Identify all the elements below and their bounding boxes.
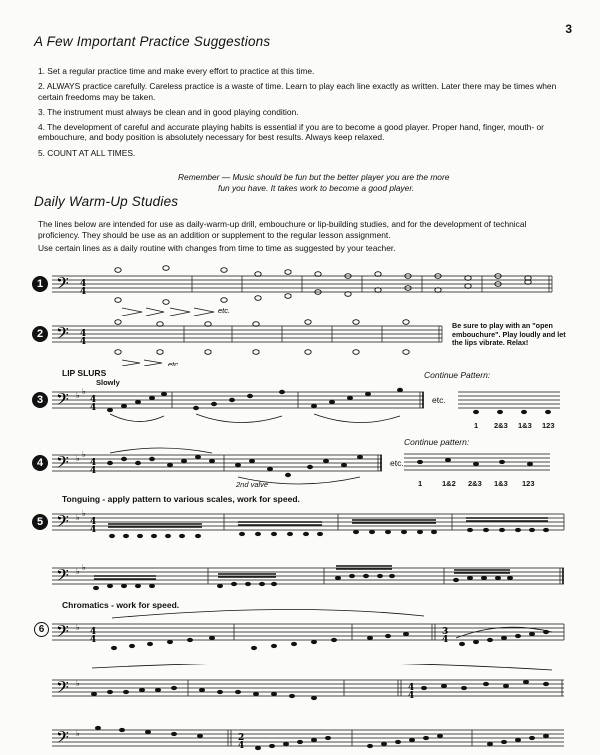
svg-text:4: 4 bbox=[238, 741, 245, 751]
svg-text:4: 4 bbox=[80, 329, 87, 339]
svg-text:4: 4 bbox=[90, 403, 97, 413]
fingering-label: 1&3 bbox=[518, 421, 532, 430]
section-title-practice: A Few Important Practice Suggestions bbox=[34, 34, 271, 49]
staff-exercise-6a bbox=[52, 608, 568, 660]
svg-text:4: 4 bbox=[80, 279, 87, 289]
svg-text:♭: ♭ bbox=[76, 567, 80, 576]
svg-text:𝄢: 𝄢 bbox=[56, 565, 69, 589]
svg-text:4: 4 bbox=[90, 517, 97, 527]
fingering-label: 123 bbox=[542, 421, 555, 430]
list-item: 1. Set a regular practice time and make every effort to practice at this time. bbox=[38, 66, 315, 76]
svg-text:♭: ♭ bbox=[76, 623, 80, 632]
section-title-warmup: Daily Warm-Up Studies bbox=[34, 194, 179, 209]
staff-exercise-5a bbox=[52, 502, 568, 550]
lip-slurs-label: LIP SLURS bbox=[62, 368, 107, 378]
tonguing-label: Tonguing - apply pattern to various scales, work for speed. bbox=[62, 494, 300, 504]
svg-text:𝄢: 𝄢 bbox=[56, 452, 69, 476]
fingering-label: 123 bbox=[522, 479, 535, 488]
staff-exercise-2 bbox=[52, 314, 447, 366]
staff-exercise-6b bbox=[52, 664, 568, 712]
fingering-label: 2&3 bbox=[468, 479, 482, 488]
staff-exercise-6c bbox=[52, 712, 568, 755]
svg-text:𝄢: 𝄢 bbox=[56, 273, 69, 297]
exercise-number-2: 2 bbox=[32, 326, 48, 342]
chromatics-label: Chromatics - work for speed. bbox=[62, 600, 180, 610]
svg-text:4: 4 bbox=[442, 635, 449, 645]
etc-marking-1: etc. bbox=[218, 306, 231, 315]
svg-text:4: 4 bbox=[90, 466, 97, 476]
list-item: 5. COUNT AT ALL TIMES. bbox=[38, 147, 136, 158]
etc-marking-4: etc. bbox=[390, 458, 404, 468]
exercise-number-6: 6 bbox=[34, 622, 49, 637]
fingering-label: 1&3 bbox=[494, 479, 508, 488]
svg-text:𝄢: 𝄢 bbox=[56, 323, 69, 347]
fingering-label: 1 bbox=[418, 479, 423, 488]
svg-text:4: 4 bbox=[90, 525, 97, 535]
exercise-number-1: 1 bbox=[32, 276, 48, 292]
svg-text:4: 4 bbox=[90, 395, 97, 405]
svg-text:4: 4 bbox=[90, 635, 97, 645]
svg-text:4: 4 bbox=[80, 287, 87, 297]
svg-text:♭: ♭ bbox=[82, 509, 86, 518]
remember-quote bbox=[178, 172, 478, 194]
svg-text:𝄢: 𝄢 bbox=[56, 511, 69, 535]
tempo-marking: Slowly bbox=[96, 378, 120, 387]
exercise-number-4: 4 bbox=[32, 455, 48, 471]
staff-exercise-4 bbox=[52, 443, 388, 493]
svg-text:4: 4 bbox=[408, 683, 415, 693]
continue-pattern-label-1: Continue Pattern: bbox=[424, 370, 491, 380]
svg-text:3: 3 bbox=[442, 627, 449, 637]
warmup-paragraph: The lines below are intended for use as daily-warm-up drill, embouchure or lip-building studies, and for the development of technical proficiency. They should be use as an addition or supplement to the regular lesson assignment. bbox=[38, 219, 527, 240]
pattern-staff-2 bbox=[404, 446, 554, 476]
list-item: 4. The development of careful and accurate playing habits is essential if you are to become a good player. Proper hand, finger, mouth- or embouchure, and body position is absolutely necessary for best results. Always keep relaxed. bbox=[38, 121, 544, 143]
svg-text:4: 4 bbox=[408, 691, 415, 701]
svg-text:𝄢: 𝄢 bbox=[56, 677, 69, 701]
svg-text:♭: ♭ bbox=[82, 563, 86, 572]
fingering-label: 1 bbox=[474, 421, 479, 430]
page-number: 3 bbox=[565, 22, 572, 36]
continue-pattern-label-2: Continue pattern: bbox=[404, 437, 470, 447]
svg-text:♭: ♭ bbox=[76, 513, 80, 522]
fingering-label: 2&3 bbox=[494, 421, 508, 430]
list-item: 3. The instrument must always be clean and in good playing condition. bbox=[38, 106, 299, 117]
exercise-number-3: 3 bbox=[32, 392, 48, 408]
svg-text:♭: ♭ bbox=[76, 729, 80, 738]
staff-exercise-3 bbox=[52, 380, 428, 432]
svg-text:♭: ♭ bbox=[76, 679, 80, 688]
remember-line-2: fun you have. It takes work to become a good player. bbox=[218, 183, 415, 193]
open-embouchure-note: Be sure to play with an "open embouchure". Play loudly and let the lips vibrate. Relax! bbox=[452, 321, 566, 348]
staff-exercise-5b bbox=[52, 556, 568, 600]
svg-text:4: 4 bbox=[90, 627, 97, 637]
remember-line-1: Remember — Music should be fun but the better player you are the more bbox=[178, 172, 450, 182]
svg-text:4: 4 bbox=[80, 337, 87, 347]
svg-text:𝄢: 𝄢 bbox=[56, 727, 69, 751]
svg-text:𝄢: 𝄢 bbox=[56, 621, 69, 645]
svg-text:4: 4 bbox=[90, 458, 97, 468]
pattern-staff-1 bbox=[458, 382, 562, 418]
etc-marking-2: etc. bbox=[168, 360, 181, 366]
svg-text:♭: ♭ bbox=[76, 454, 80, 463]
second-valve-marking: 2nd valve bbox=[236, 480, 269, 489]
etc-marking-3: etc. bbox=[432, 395, 446, 405]
svg-text:𝄢: 𝄢 bbox=[56, 389, 69, 413]
svg-text:♭: ♭ bbox=[76, 391, 80, 400]
list-item: 2. ALWAYS practice carefully. Careless practice is a waste of time. Learn to play each line exactly as written. Later there may be times when certain freedoms may be taken. bbox=[38, 81, 557, 102]
exercise-number-5: 5 bbox=[32, 514, 48, 530]
svg-text:2: 2 bbox=[238, 733, 245, 743]
warmup-paragraph-2: Use certain lines as a daily routine with changes from time to time as suggested by your teacher. bbox=[38, 243, 396, 253]
practice-list bbox=[38, 66, 568, 163]
svg-text:♭: ♭ bbox=[82, 387, 86, 396]
svg-text:♭: ♭ bbox=[82, 450, 86, 459]
staff-exercise-1 bbox=[52, 264, 560, 316]
fingering-label: 1&2 bbox=[442, 479, 456, 488]
